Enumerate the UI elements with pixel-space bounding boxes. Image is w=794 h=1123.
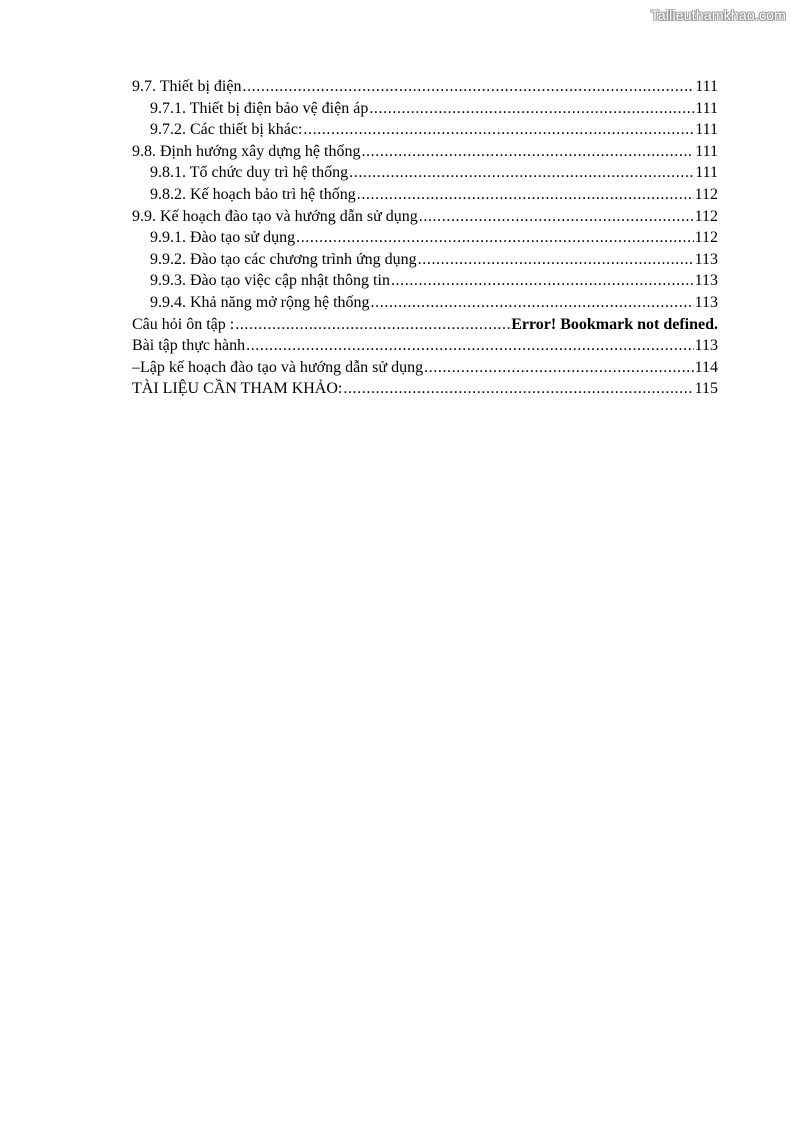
toc-dot-leader (419, 206, 694, 228)
toc-dot-leader (235, 314, 510, 336)
toc-entry-title: 9.9.3. Đào tạo việc cập nhật thông tin (150, 272, 390, 290)
toc-entry[interactable] (132, 227, 718, 249)
toc-entry-title: 9.8. Định hướng xây dựng hệ thống (132, 142, 361, 160)
toc-entry-title: 9.8.2. Kế hoạch bảo trì hệ thống (150, 185, 356, 203)
toc-entry-page: 111 (695, 164, 718, 182)
toc-entry-page: 112 (694, 229, 718, 247)
toc-entry-title: 9.9.4. Khả năng mở rộng hệ thống (150, 293, 370, 311)
toc-entry[interactable] (132, 249, 718, 271)
toc-dot-leader (369, 98, 694, 120)
toc-entry-page: 115 (694, 380, 718, 398)
toc-entry[interactable] (132, 270, 718, 292)
toc-entry[interactable] (132, 162, 718, 184)
toc-entry-page: 111 (695, 99, 718, 117)
watermark-text: Tailieuthamkhao.com (650, 7, 786, 23)
toc-dot-leader (391, 270, 694, 292)
toc-entry-page: 113 (694, 337, 718, 355)
toc-entry-title: 9.9. Kế hoạch đào tạo và hướng dẫn sử dụng (132, 207, 418, 225)
dash-bullet: – (132, 358, 140, 376)
toc-entry[interactable] (132, 335, 718, 357)
toc-entry[interactable] (132, 292, 718, 314)
toc-dot-leader (418, 249, 694, 271)
toc-dot-leader (424, 357, 694, 379)
toc-entry-page: 111 (695, 142, 718, 160)
toc-entry-title: 9.9.2. Đào tạo các chương trình ứng dụng (150, 250, 417, 268)
toc-entry-title: Bài tập thực hành (132, 337, 246, 355)
toc-entry-title: Lập kế hoạch đào tạo và hướng dẫn sử dụng (140, 358, 424, 376)
toc-entry-page: 113 (694, 272, 718, 290)
toc-entry[interactable] (132, 76, 718, 98)
toc-entry-title: TÀI LIỆU CẦN THAM KHẢO: (132, 380, 343, 398)
toc-entry-page: 113 (694, 293, 718, 311)
toc-entry-title: 9.7.2. Các thiết bị khác: (150, 121, 303, 139)
toc-entry-page: 112 (694, 207, 718, 225)
toc-entry[interactable] (132, 184, 718, 206)
toc-entry-title: 9.7. Thiết bị điện (132, 78, 242, 95)
toc-dot-leader (242, 76, 694, 98)
toc-entry-title: 9.7.1. Thiết bị điện bảo vệ điện áp (150, 99, 369, 117)
toc-entry-page: 111 (695, 121, 718, 139)
toc-entry-title: 9.8.1. Tổ chức duy trì hệ thống (150, 164, 349, 182)
toc-entry-title: Câu hỏi ôn tập : (132, 315, 235, 333)
toc-dot-leader (296, 227, 693, 249)
toc-entry[interactable] (132, 357, 718, 379)
toc-entry[interactable] (132, 141, 718, 163)
toc-entry[interactable] (132, 98, 718, 120)
toc-dot-leader (357, 184, 694, 206)
toc-entry[interactable] (132, 378, 718, 400)
table-of-contents (132, 76, 718, 400)
toc-dot-leader (371, 292, 694, 314)
toc-entry-page-error: Error! Bookmark not defined. (511, 315, 718, 333)
toc-dot-leader (303, 119, 694, 141)
toc-entry-page: 111 (695, 78, 718, 95)
toc-entry-page: 113 (694, 250, 718, 268)
toc-dot-leader (349, 162, 694, 184)
toc-entry-title: 9.9.1. Đào tạo sử dụng (150, 229, 296, 247)
toc-dot-leader (361, 141, 694, 163)
toc-entry[interactable] (132, 314, 718, 336)
toc-entry-page: 112 (694, 185, 718, 203)
toc-dot-leader (246, 335, 694, 357)
toc-entry-page: 114 (694, 358, 718, 376)
toc-entry[interactable] (132, 206, 718, 228)
toc-dot-leader (343, 378, 693, 400)
toc-entry[interactable] (132, 119, 718, 141)
